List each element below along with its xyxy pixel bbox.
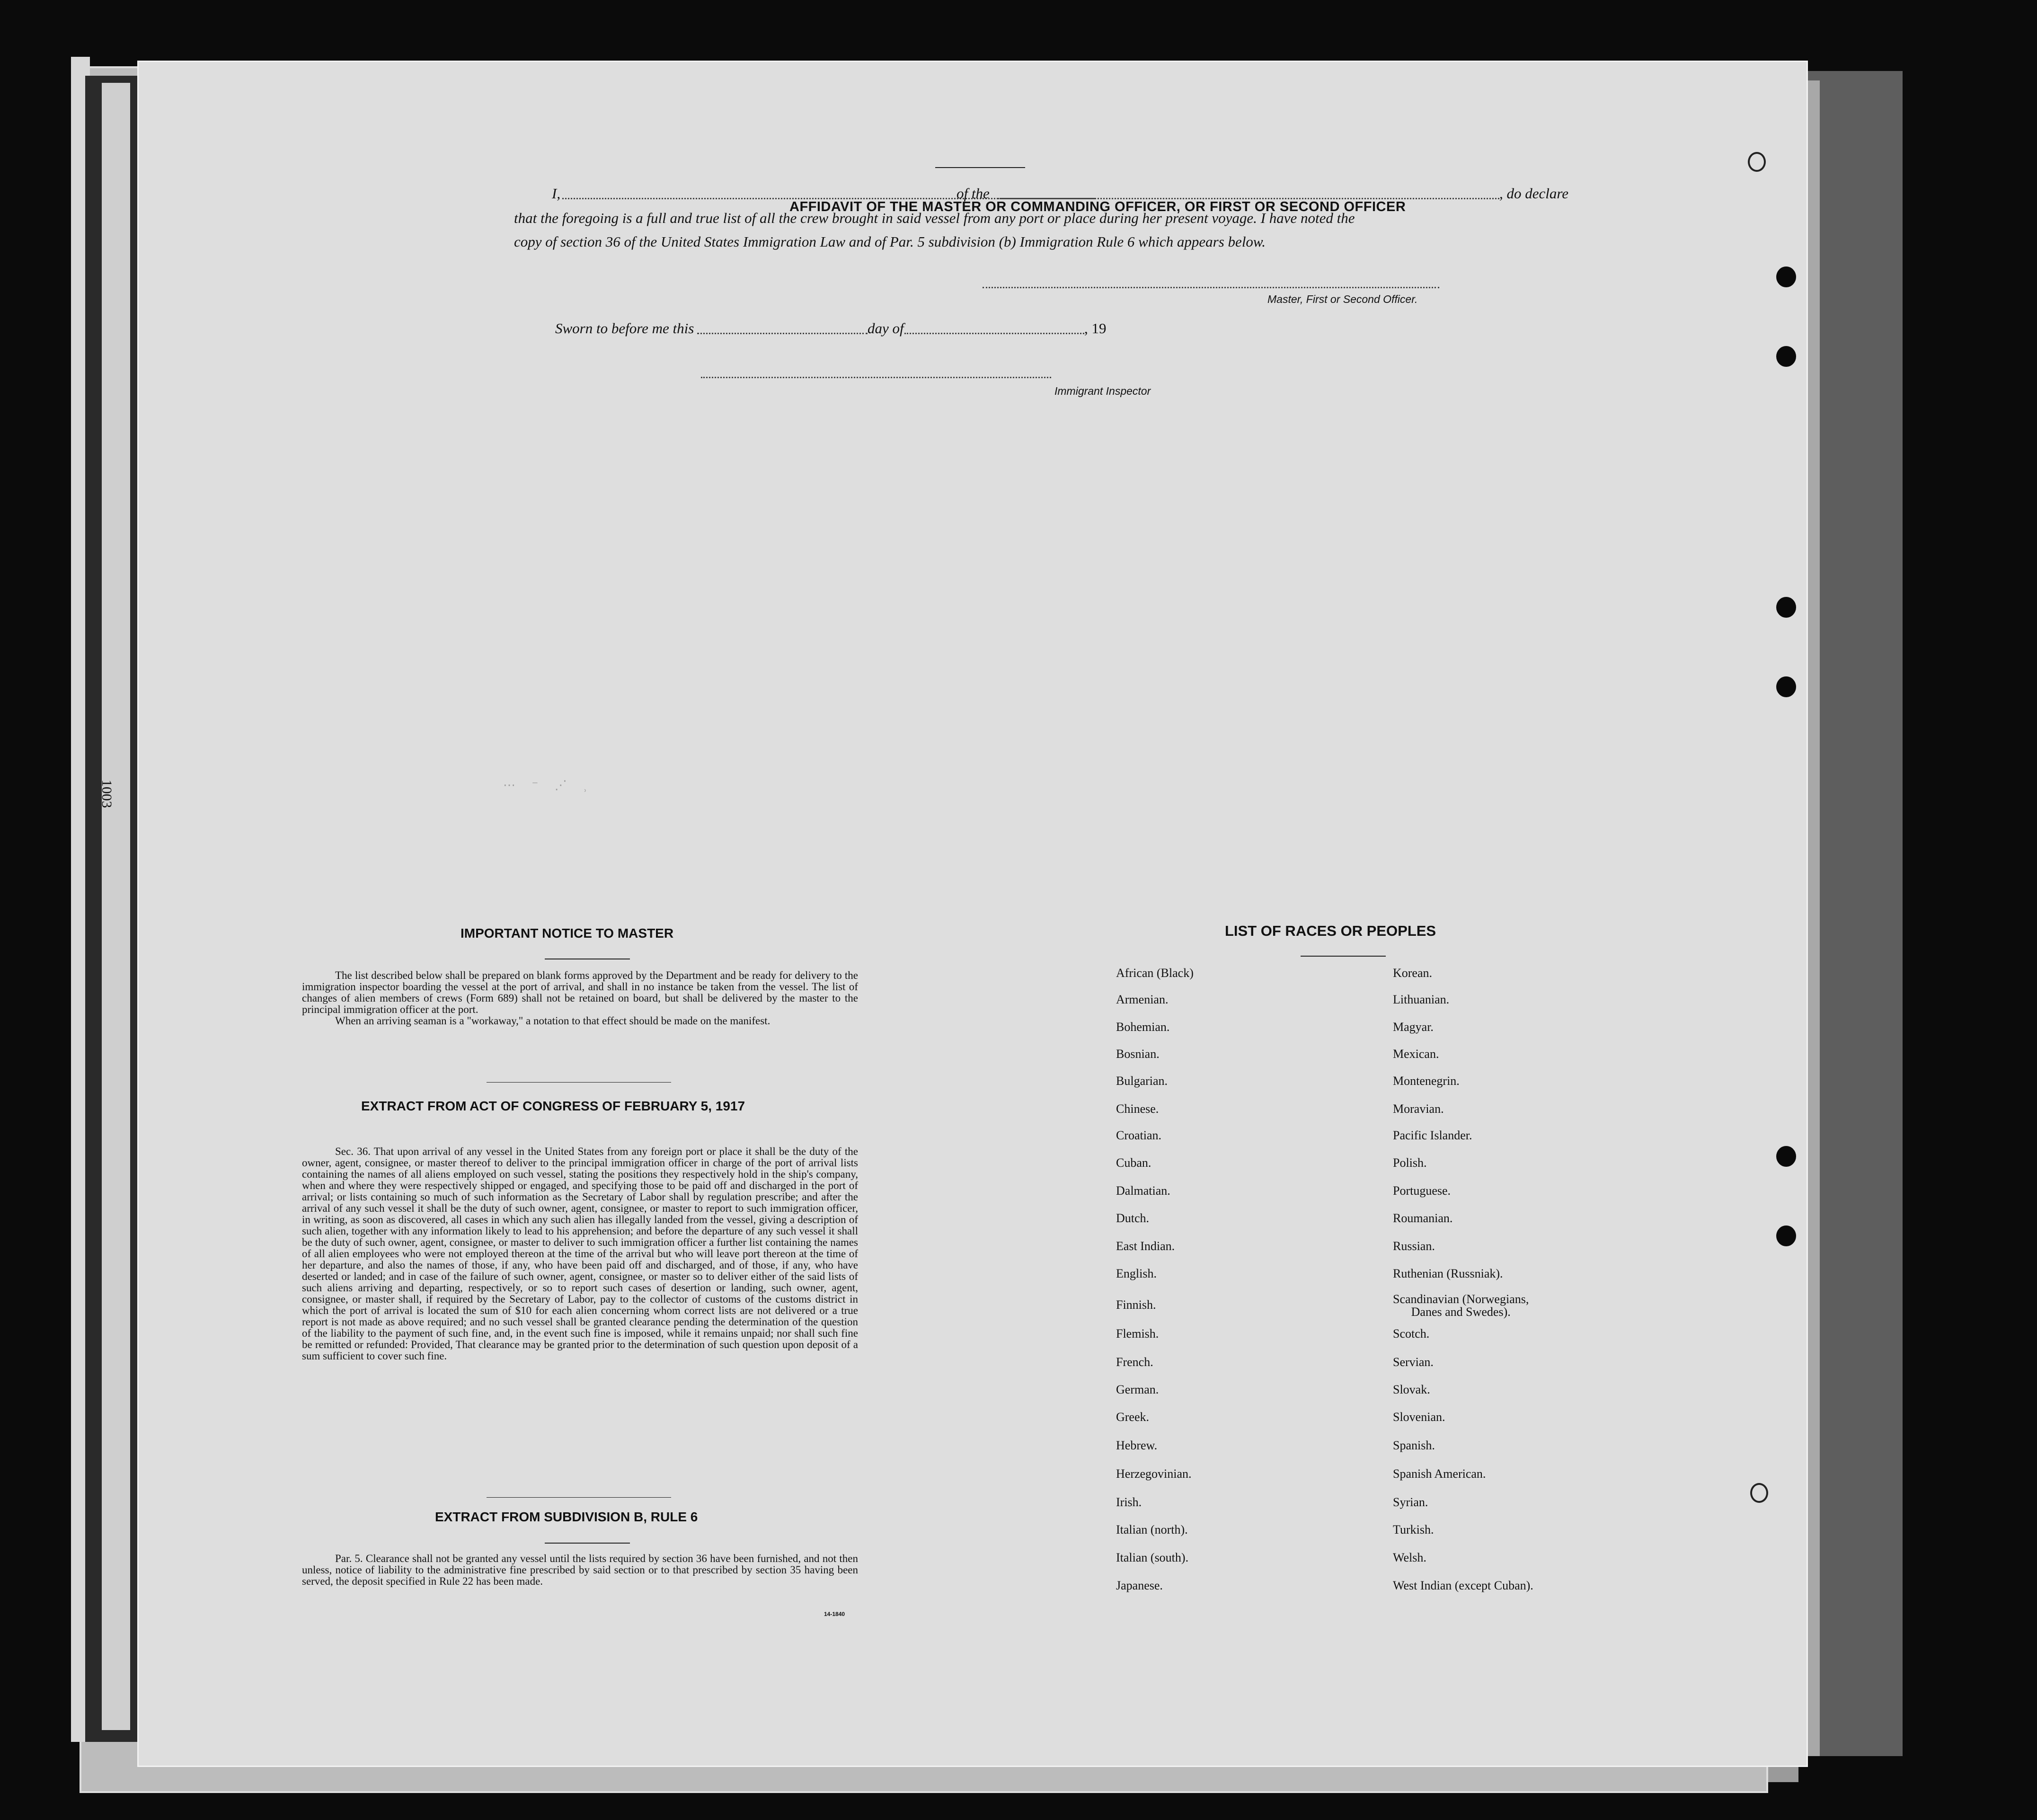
affidavit-title: AFFIDAVIT OF THE MASTER OR COMMANDING OFFICER, OR FIRST OR SECOND OFFICER: [789, 199, 1406, 214]
document-page: [137, 61, 1808, 1767]
race-item: Welsh.: [1393, 1551, 1426, 1564]
race-item: Slovenian.: [1393, 1410, 1445, 1424]
race-item: German.: [1116, 1383, 1159, 1396]
rule-title-rule: [545, 1543, 630, 1544]
race-item: Dalmatian.: [1116, 1184, 1170, 1198]
race-item: Lithuanian.: [1393, 993, 1450, 1006]
race-item: Moravian.: [1393, 1102, 1444, 1116]
race-item: Italian (south).: [1116, 1551, 1189, 1564]
notice-title: IMPORTANT NOTICE TO MASTER: [461, 926, 674, 941]
race-item: Pacific Islander.: [1393, 1128, 1472, 1142]
race-item: West Indian (except Cuban).: [1393, 1579, 1533, 1592]
affidavit-of-the: of the: [957, 185, 990, 202]
race-item: Greek.: [1116, 1410, 1150, 1424]
punch-hole: [1776, 597, 1796, 618]
sworn-year: , 19: [1084, 320, 1107, 337]
race-item: Turkish.: [1393, 1523, 1434, 1536]
extract-act-body: [302, 1146, 858, 1362]
extract-rule-title: EXTRACT FROM SUBDIVISION B, RULE 6: [435, 1509, 698, 1524]
race-item: Portuguese.: [1393, 1184, 1451, 1198]
affidavit-declare: , do declare: [1499, 185, 1569, 202]
sworn-day-blank: [697, 333, 868, 334]
affidavit-i: I,: [552, 185, 561, 202]
races-rule: [1301, 956, 1386, 957]
punch-hole: [1776, 346, 1796, 367]
race-item: English.: [1116, 1267, 1157, 1280]
punch-hole: [1776, 1225, 1796, 1246]
race-item: Cuban.: [1116, 1156, 1151, 1170]
sworn-month-blank: [904, 333, 1084, 334]
race-item: Scotch.: [1393, 1327, 1430, 1341]
race-item: Irish.: [1116, 1495, 1142, 1509]
race-item: Servian.: [1393, 1355, 1434, 1369]
punch-hole: [1750, 1483, 1768, 1503]
page-edge-right: [1808, 71, 1903, 1756]
race-item: Ruthenian (Russniak).: [1393, 1267, 1503, 1280]
race-item: Polish.: [1393, 1156, 1427, 1170]
margin-number: 1003: [99, 780, 115, 808]
divider-rule: [487, 1082, 671, 1083]
race-item: Spanish American.: [1393, 1467, 1486, 1481]
race-item: Bosnian.: [1116, 1047, 1160, 1061]
punch-hole: [1776, 266, 1796, 287]
race-item: Syrian.: [1393, 1495, 1428, 1509]
punch-hole: [1748, 152, 1766, 172]
master-signature-line: [983, 287, 1439, 288]
race-item: Russian.: [1393, 1239, 1435, 1253]
punch-hole: [1776, 676, 1796, 697]
race-item: Italian (north).: [1116, 1523, 1188, 1536]
race-item: Montenegrin.: [1393, 1074, 1460, 1088]
races-title: LIST OF RACES OR PEOPLES: [1225, 923, 1436, 939]
sworn-text: Sworn to before me this: [555, 320, 694, 337]
race-item: African (Black): [1116, 966, 1194, 980]
race-item: French.: [1116, 1355, 1153, 1369]
race-item: Bohemian.: [1116, 1020, 1170, 1034]
race-item: Spanish.: [1393, 1438, 1435, 1452]
sworn-day-of: day of: [868, 320, 904, 337]
vessel-blank: [998, 198, 1499, 199]
notice-body: [302, 970, 858, 1027]
affidavit-line-2: that the foregoing is a full and true list of all the crew brought in said vessel from any port or place during her present voyage. I have noted the: [514, 210, 1355, 226]
extract-rule-body: [302, 1553, 858, 1587]
race-item: Chinese.: [1116, 1102, 1159, 1116]
inspector-signature-line: [701, 377, 1051, 378]
race-item: Slovak.: [1393, 1383, 1430, 1396]
race-item: Scandinavian (Norwegians, Danes and Swedes).: [1393, 1292, 1529, 1319]
binding-strip-light: [102, 83, 130, 1730]
race-item: Croatian.: [1116, 1128, 1162, 1142]
race-item: Korean.: [1393, 966, 1433, 980]
race-item: Roumanian.: [1393, 1211, 1453, 1225]
race-item: Magyar.: [1393, 1020, 1434, 1034]
divider-rule: [487, 1497, 671, 1498]
inspector-label: Immigrant Inspector: [1054, 385, 1151, 397]
title-rule: [935, 167, 1025, 168]
faded-marks: ⋯ ⁻ ⋰ ⸒: [503, 778, 594, 792]
race-item: Finnish.: [1116, 1298, 1156, 1312]
race-item: East Indian.: [1116, 1239, 1175, 1253]
form-code: 14-1840: [824, 1611, 845, 1617]
race-item: Mexican.: [1393, 1047, 1439, 1061]
master-signature-label: Master, First or Second Officer.: [1267, 293, 1418, 305]
race-item: Bulgarian.: [1116, 1074, 1168, 1088]
extract-rule-text: Par. 5. Clearance shall not be granted any vessel until the lists required by section 36 have been furnished, and not then unless, notice of liability to the administrative fine prescribed by said section or to that prescribed by section 35 having been served, the deposit specified in Rule 22 has been made.: [302, 1553, 858, 1587]
race-item: Dutch.: [1116, 1211, 1150, 1225]
notice-para-2: When an arriving seaman is a "workaway," a notation to that effect should be made on the manifest.: [335, 1015, 771, 1027]
race-item: Armenian.: [1116, 993, 1169, 1006]
race-item: Hebrew.: [1116, 1438, 1158, 1452]
notice-para-1: The list described below shall be prepared on blank forms approved by the Department and be ready for delivery to the immigration inspector boarding the vessel at the port of arrival, and shall in no instance be taken from the vessel. The list of changes of alien members of crews (Form 689) shall not be retained on board, but shall be delivered by the master to the principal immigration officer at the port.: [302, 969, 858, 1015]
race-item: Herzegovinian.: [1116, 1467, 1192, 1481]
affidavit-line-3: copy of section 36 of the United States Immigration Law and of Par. 5 subdivision (b) Immigration Rule 6 which appears below.: [514, 233, 1266, 250]
extract-act-title: EXTRACT FROM ACT OF CONGRESS OF FEBRUARY 5, 1917: [361, 1099, 745, 1113]
race-item: Flemish.: [1116, 1327, 1159, 1341]
race-item: Japanese.: [1116, 1579, 1163, 1592]
extract-act-text: Sec. 36. That upon arrival of any vessel in the United States from any foreign port or place it shall be the duty of the owner, agent, consignee, or master thereof to deliver to the principal immigration officer in charge of the port of arrival lists containing the names of all aliens employed on such vessel, stating the positions they respectively hold in the ship's company, when and where they were respectively shipped or engaged, and specifying those to be paid off and discharged in the port of arrival; or lists containing so much of such information as the Secretary of Labor shall by regulation prescribe; and after the arrival of any such vessel it shall be the duty of such owner, agent, consignee, or master to report to such immigration officer, in writing, as soon as discovered, all cases in which any such alien has illegally landed from the vessel, giving a description of such alien, together with any information likely to lead to his apprehension; and before the departure of any such vessel it shall be the duty of such owner, agent, consignee, or master to deliver to such immigration officer a further list containing the names of all alien employees who were not employed thereon at the time of the arrival but who will leave port thereon at the time of her departure, and also the names of those, if any, who have been paid off and discharged, and of those, if any, who have deserted or landed; and in case of the failure of such owner, agent, consignee, or master so to deliver either of the said lists of such aliens arriving and departing, respectively, or so to report such cases of desertion or landing, such owner, agent, consignee, or master shall, if required by the Secretary of Labor, pay to the collector of customs of the customs district in which the port of arrival is located the sum of $10 for each alien concerning whom correct lists are not delivered or a true report is not made as above required; and no such vessel shall be granted clearance pending the determination of the question of the liability to the payment of such fine, and, in the event such fine is imposed, while it remains unpaid; nor shall such fine be remitted or refunded: Provided, That clearance may be granted prior to the determination of such question upon deposit of a sum sufficient to cover such fine.: [302, 1145, 858, 1362]
punch-hole: [1776, 1146, 1796, 1167]
